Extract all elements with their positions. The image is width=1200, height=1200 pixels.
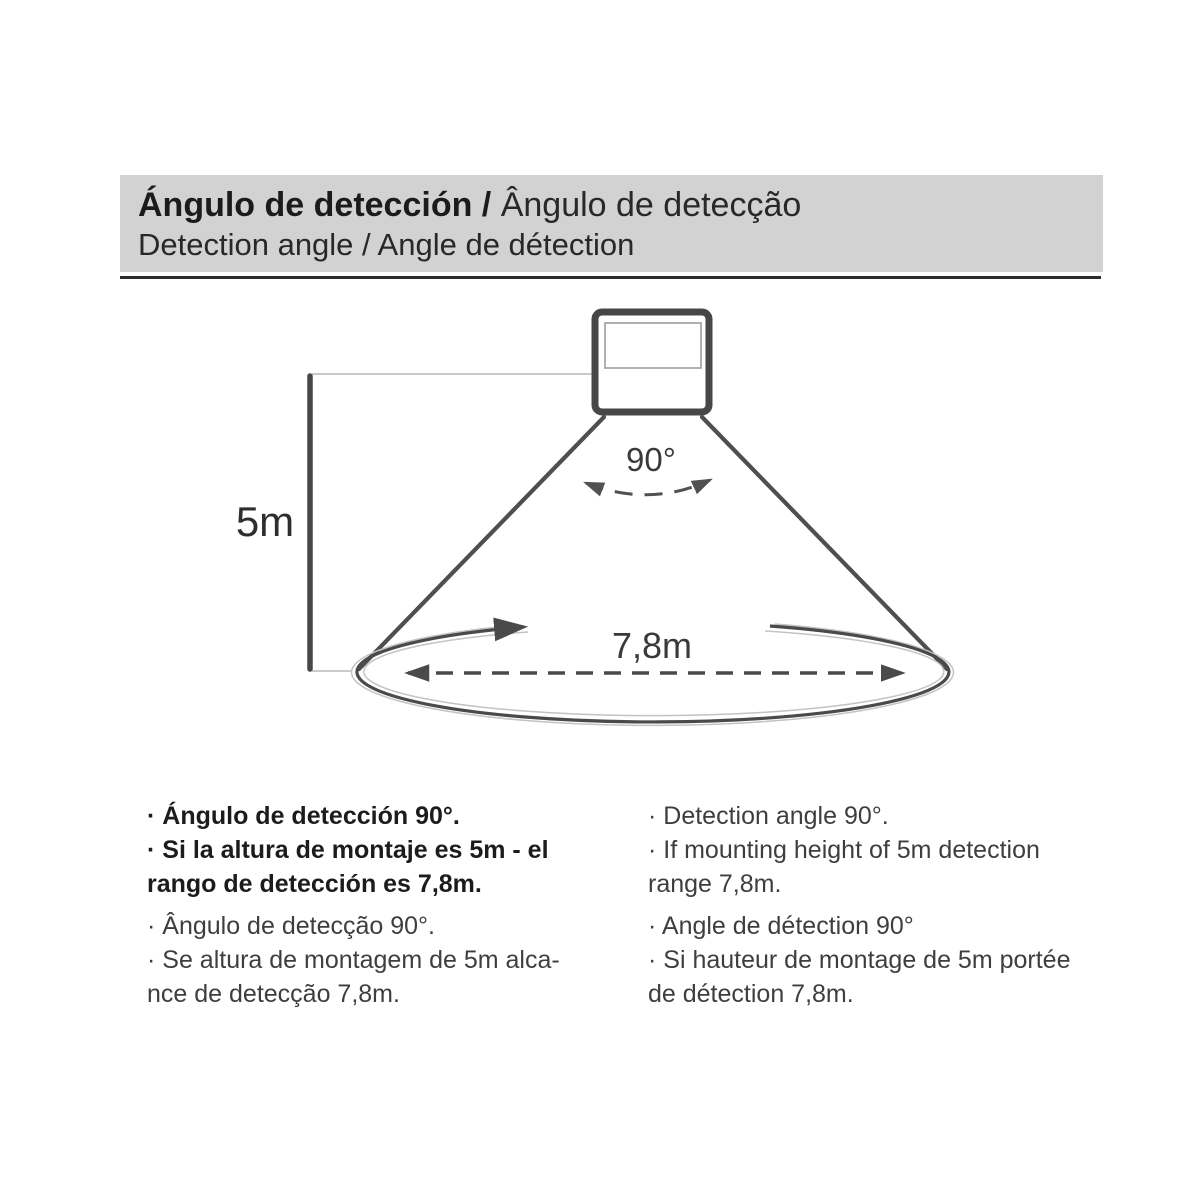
height-label: 5m [235,498,295,545]
notes-fr-line: · Si hauteur de montage de 5m portée [648,946,1071,974]
range-label: 7,8m [611,625,693,666]
angle-label: 90° [626,441,676,478]
notes-en-line: · If mounting height of 5m detection [648,836,1040,864]
notes-fr [648,909,1071,1011]
angle-arc-arrow [586,441,710,495]
notes-pt [147,909,560,1011]
header-subtitle: Detection angle / Angle de détection [138,227,635,262]
notes-pt-line: · Ângulo de detecção 90°. [147,912,435,940]
notes-es-line: · Si la altura de montaje es 5m - el [147,836,549,864]
sensor-device-icon [595,312,709,412]
notes-en [648,799,1040,901]
notes-en-line: · Detection angle 90°. [648,802,889,830]
notes-es-line: rango de detección es 7,8m. [147,870,482,898]
notes-pt-line: · Se altura de montagem de 5m alca- [147,946,560,974]
height-dimension [236,374,592,671]
notes-es [147,799,549,901]
header-title-primary: Ángulo de detección / [138,186,492,224]
notes-es-line: · Ángulo de detección 90°. [147,802,460,830]
angle-arc [586,480,710,495]
notes-fr-line: · Angle de détection 90° [648,912,914,940]
notes-pt-line: nce de detecção 7,8m. [147,980,400,1008]
sensor-window [605,323,701,368]
notes-fr-line: de détection 7,8m. [648,980,854,1008]
notes-en-line: range 7,8m. [648,870,782,898]
header-title-secondary: Ângulo de detecção [500,186,802,224]
